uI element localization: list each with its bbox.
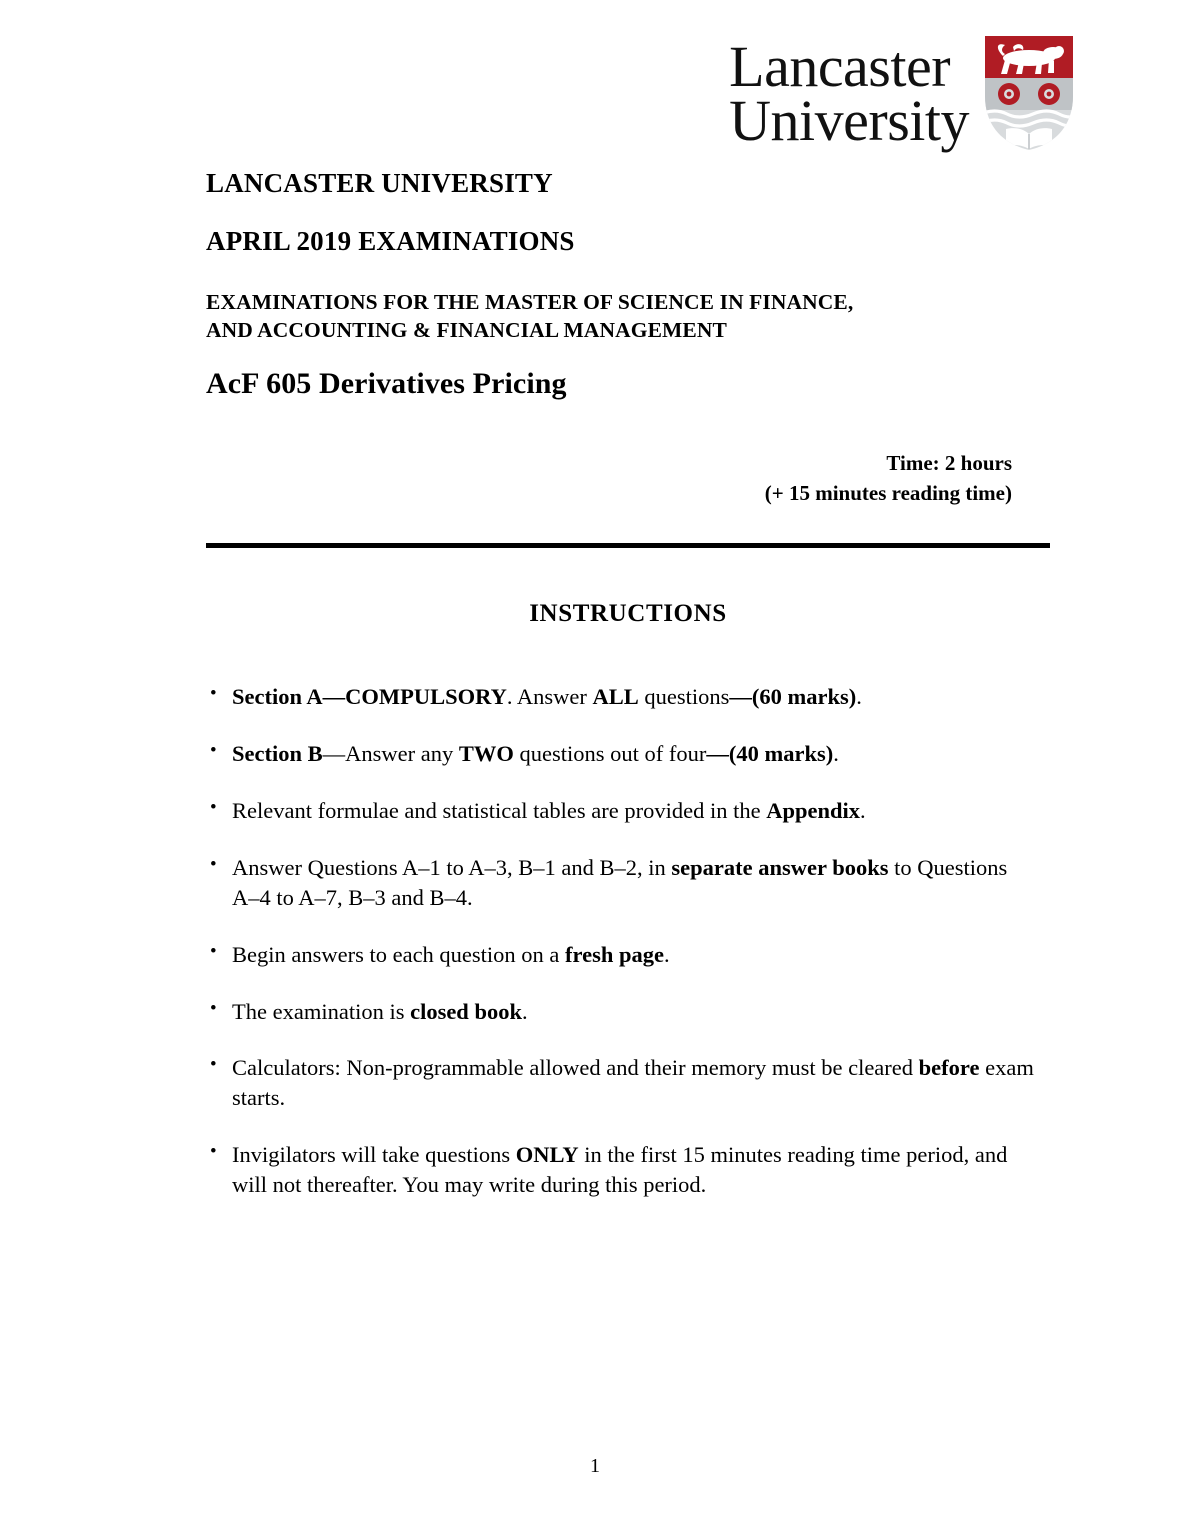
instruction-emphasis: fresh page (565, 941, 665, 967)
programme-line-1: EXAMINATIONS FOR THE MASTER OF SCIENCE IN FINANCE, (206, 290, 854, 314)
instruction-text: The examination is (232, 998, 411, 1024)
instruction-emphasis: —(60 marks) (729, 684, 857, 709)
course-title: AcF 605 Derivatives Pricing (206, 367, 567, 400)
university-logo (705, 34, 1075, 164)
university-heading: LANCASTER UNIVERSITY (206, 168, 553, 198)
instruction-item (206, 940, 1036, 970)
instruction-text: to Questions A–4 to A–7, B–3 and B–4. (232, 854, 1008, 910)
instruction-emphasis: Section B (232, 740, 323, 766)
instruction-emphasis: before (918, 1055, 980, 1081)
exam-duration: Time: 2 hours (886, 451, 1012, 475)
instruction-text: in the first 15 minutes reading time period, and will not thereafter. You may write during this period. (232, 1142, 1008, 1198)
instruction-emphasis: —(40 marks) (706, 740, 834, 766)
horizontal-divider (206, 543, 1050, 548)
instruction-text: Invigilators will take questions (232, 1142, 516, 1168)
instruction-item (206, 796, 1036, 826)
instruction-emphasis: Section A (232, 684, 323, 709)
instruction-emphasis: ALL (592, 684, 639, 709)
instruction-text: . (856, 684, 862, 709)
programme-heading (206, 289, 1026, 344)
instruction-emphasis: separate answer books (671, 854, 889, 880)
programme-line-2: AND ACCOUNTING & FINANCIAL MANAGEMENT (206, 317, 727, 342)
instruction-text: . (521, 998, 528, 1024)
instruction-text: questions (638, 684, 730, 709)
logo-wordmark (729, 34, 969, 153)
instruction-text: . (664, 941, 670, 967)
instruction-item (206, 1053, 1036, 1113)
instruction-text: questions out of four (513, 740, 707, 766)
instruction-text: . Answer (506, 684, 593, 709)
logo-wordmark-line1: Lancaster (729, 34, 951, 99)
instruction-emphasis: TWO (458, 740, 514, 766)
instruction-item (206, 997, 1036, 1027)
instruction-text: Calculators: Non-programmable allowed and their memory must be cleared (232, 1055, 919, 1081)
instruction-text: Answer Questions A–1 to A–3, B–1 and B–2, in (232, 854, 672, 880)
page-number: 1 (590, 1455, 600, 1477)
instruction-emphasis: —COMPULSORY (322, 684, 507, 709)
instruction-text: Relevant formulae and statistical tables are provided in the (232, 797, 767, 823)
instruction-item (206, 853, 1036, 913)
exam-reading-time: (+ 15 minutes reading time) (764, 481, 1012, 506)
exam-duration-block (765, 448, 1012, 509)
instruction-item (206, 1140, 1036, 1200)
instruction-text: . (833, 740, 839, 766)
instruction-item (206, 682, 1036, 712)
university-crest-icon (983, 34, 1075, 152)
instruction-text: Begin answers to each question on a (232, 941, 566, 967)
instruction-text: —Answer any (322, 740, 459, 766)
instruction-emphasis: closed book (410, 998, 522, 1024)
logo-wordmark-line2: University (729, 87, 969, 153)
examination-session-heading: APRIL 2019 EXAMINATIONS (206, 226, 575, 256)
instruction-emphasis: Appendix (766, 797, 860, 823)
instructions-title: INSTRUCTIONS (529, 600, 727, 627)
instructions-list (206, 682, 1036, 1227)
instruction-text: . (860, 797, 866, 823)
instruction-item (206, 739, 1036, 769)
instruction-emphasis: ONLY (515, 1142, 579, 1168)
instruction-text: exam starts. (232, 1055, 1034, 1111)
